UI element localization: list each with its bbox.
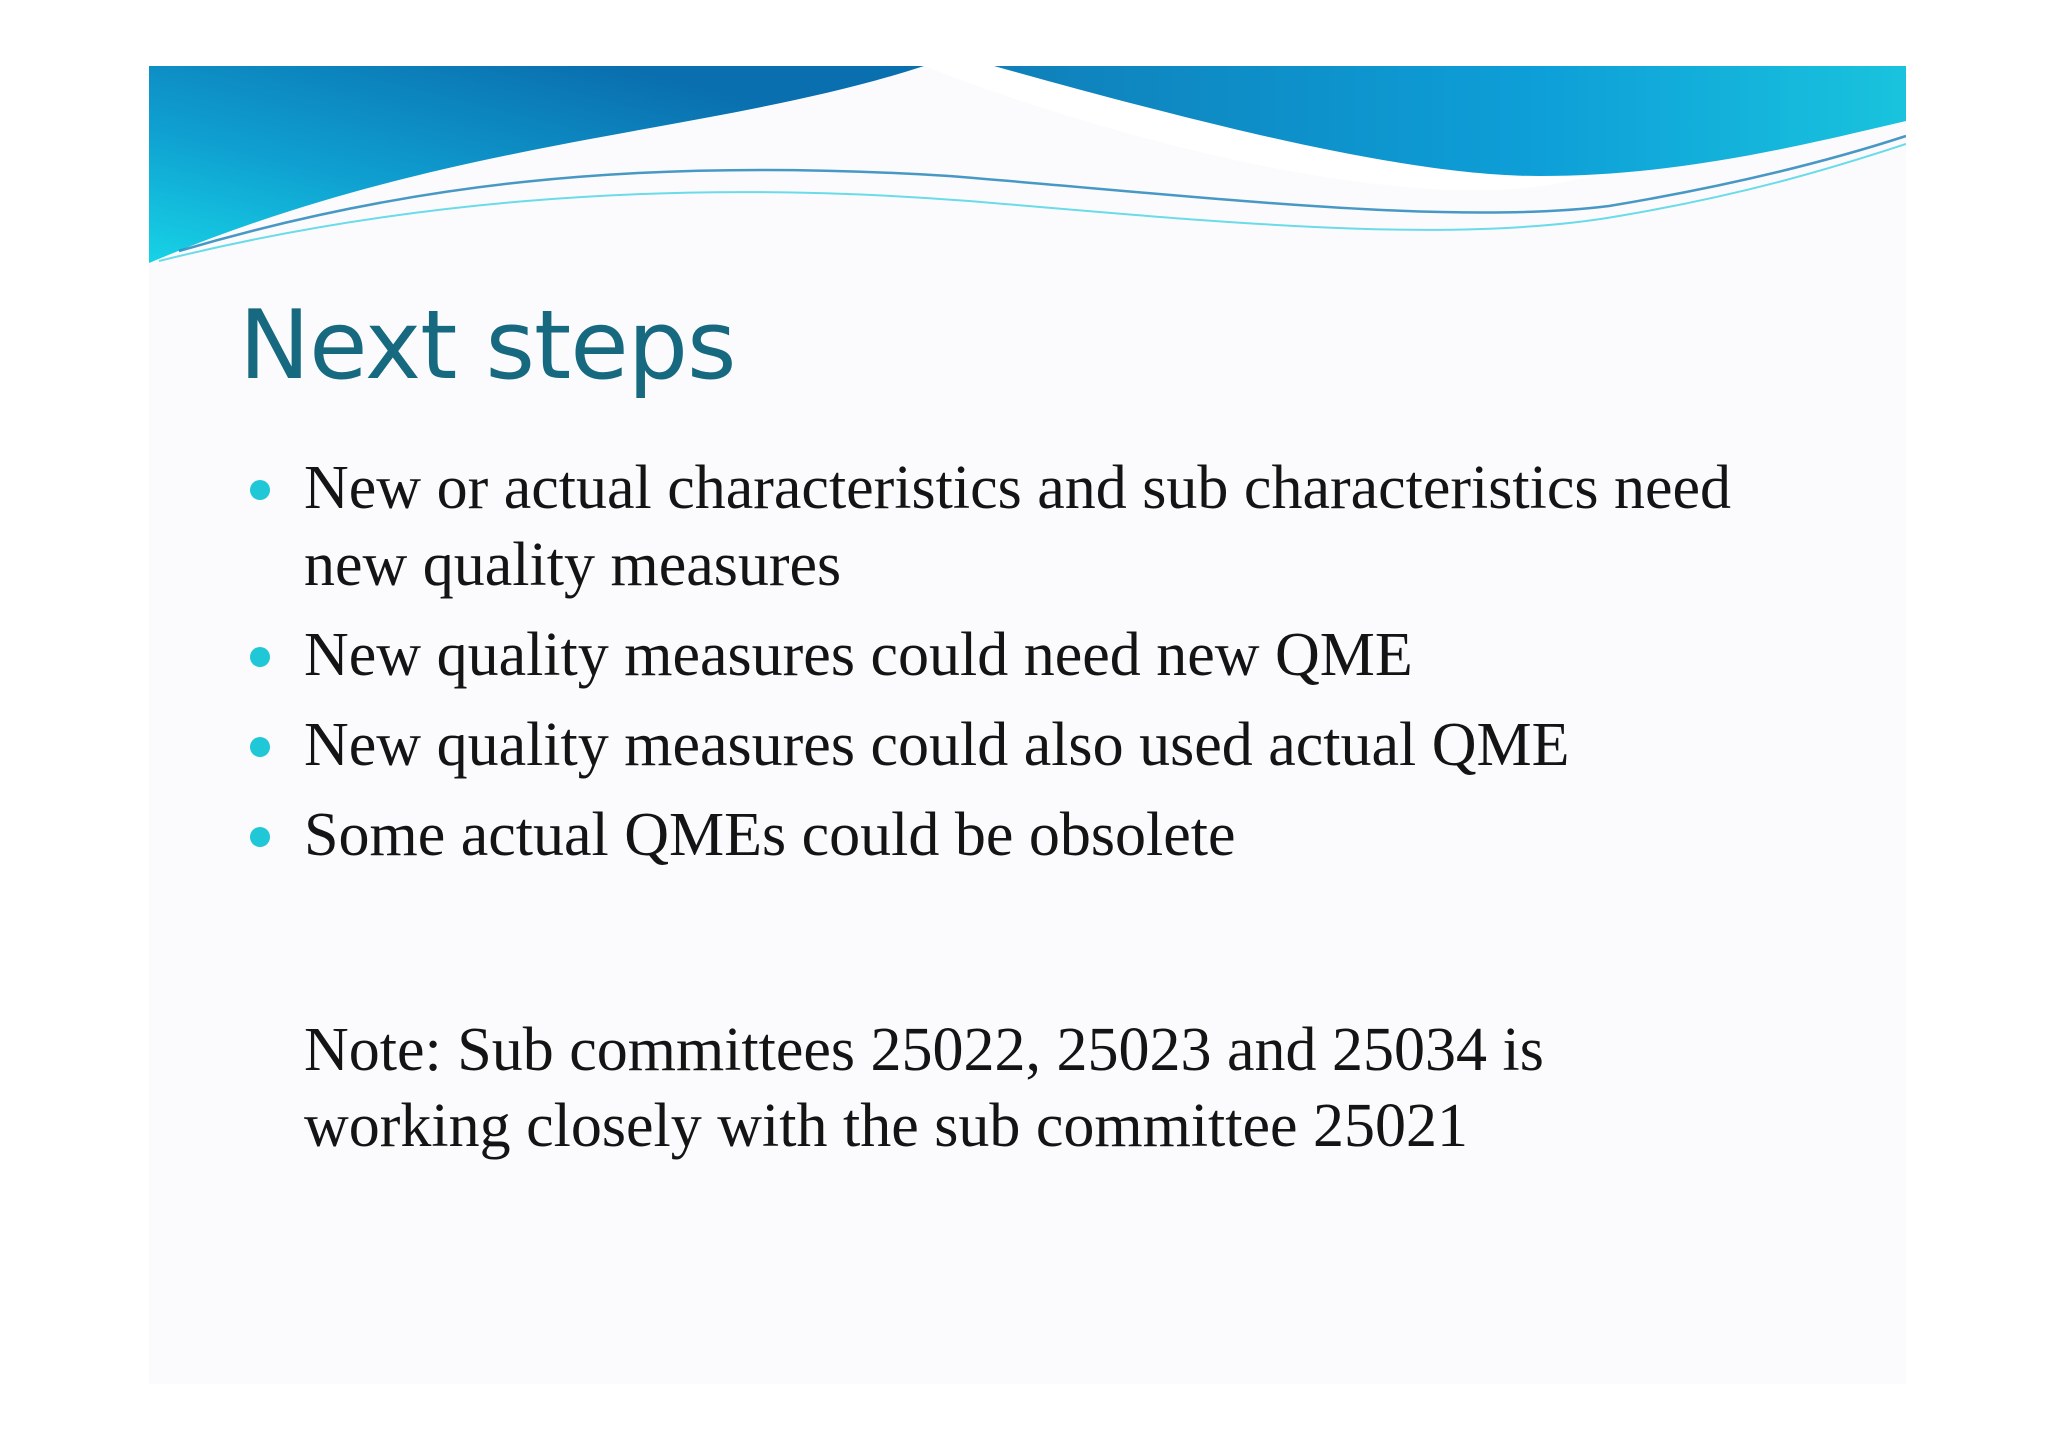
- note-line-1: Note: Sub committees 25022, 25023 and 25034 is: [304, 1016, 1544, 1084]
- wave-banner: [149, 66, 1906, 276]
- list-item: [244, 797, 1804, 874]
- bullet-text: New or actual characteristics and sub characteristics need new quality measures: [304, 454, 1732, 599]
- slide-title: Next steps: [239, 291, 736, 401]
- bullet-text: New quality measures could also used actual QME: [304, 711, 1570, 779]
- list-item: [244, 450, 1804, 604]
- bullet-icon: [250, 737, 270, 757]
- bullet-icon: [250, 480, 270, 500]
- bullet-icon: [250, 647, 270, 667]
- bullet-list: [244, 450, 1804, 887]
- note-line-2: working closely with the sub committee 25021: [304, 1092, 1469, 1160]
- bullet-icon: [250, 827, 270, 847]
- list-item: [244, 707, 1804, 784]
- note-text: [304, 1012, 1804, 1164]
- bullet-text: New quality measures could need new QME: [304, 621, 1413, 689]
- list-item: [244, 617, 1804, 694]
- bullet-text: Some actual QMEs could be obsolete: [304, 801, 1236, 869]
- slide: [149, 66, 1906, 1384]
